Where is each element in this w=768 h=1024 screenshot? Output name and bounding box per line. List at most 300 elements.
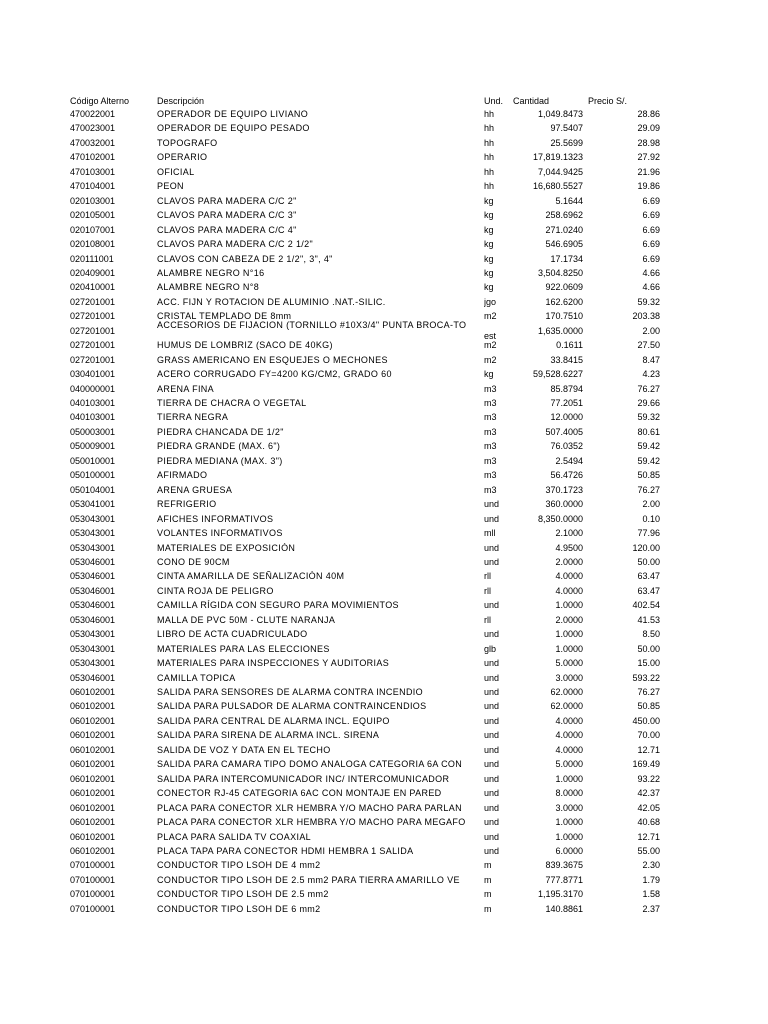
row-unit: m (484, 889, 492, 900)
row-quantity: 5.0000 (555, 759, 583, 770)
row-description: PLACA TAPA PARA CONECTOR HDMI HEMBRA 1 SALIDA (157, 845, 414, 856)
row-code: 027201001 (70, 311, 116, 322)
row-code: 060102001 (70, 759, 116, 770)
header-code: Código Alterno (70, 96, 130, 106)
row-price: 402.54 (632, 600, 660, 611)
row-unit: hh (484, 123, 495, 134)
row-code: 040000001 (70, 383, 116, 394)
row-price: 28.86 (637, 109, 660, 119)
row-price: 593.22 (632, 672, 660, 683)
row-quantity: 1.0000 (555, 773, 583, 784)
row-price: 0.10 (642, 513, 660, 524)
row-code: 053046001 (70, 600, 116, 611)
row-code: 470104001 (70, 181, 116, 192)
table-row (0, 456, 768, 470)
row-price: 12.71 (637, 744, 660, 755)
table-row (0, 152, 768, 166)
row-description: SALIDA PARA CAMARA TIPO DOMO ANALOGA CATEGORIA 6A CON (157, 759, 463, 770)
row-description: TIERRA NEGRA (157, 412, 229, 423)
row-quantity: 33.8415 (550, 354, 583, 365)
row-code: 020105001 (70, 210, 116, 221)
row-unit: und (484, 701, 500, 712)
row-price: 76.27 (637, 687, 660, 697)
row-code: 060102001 (70, 845, 116, 856)
row-code: 027201001 (70, 325, 116, 336)
row-description: VOLANTES INFORMATIVOS (157, 528, 283, 539)
table-row (0, 860, 768, 874)
table-row (0, 123, 768, 137)
row-description: MATERIALES PARA LAS ELECCIONES (157, 643, 330, 654)
table-row (0, 586, 768, 600)
row-code: 027201001 (70, 354, 116, 365)
row-quantity: 360.0000 (545, 499, 583, 510)
row-unit: kg (484, 267, 494, 278)
row-unit: und (484, 629, 500, 640)
row-description: PIEDRA MEDIANA (MAX. 3") (157, 455, 283, 466)
row-unit: m (484, 903, 492, 914)
row-description: CLAVOS PARA MADERA C/C 2 1/2" (157, 239, 314, 250)
row-quantity: 1.0000 (555, 831, 583, 842)
row-price: 2.00 (642, 325, 660, 336)
row-price: 59.32 (637, 412, 660, 423)
row-price: 4.66 (642, 267, 660, 278)
row-unit: und (484, 658, 500, 669)
row-quantity: 4.0000 (555, 571, 583, 582)
row-price: 2.00 (642, 499, 660, 510)
row-quantity: 4.0000 (555, 744, 583, 755)
row-unit: und (484, 715, 500, 726)
row-unit: m3 (484, 412, 497, 423)
row-unit: kg (484, 369, 494, 380)
row-description: CLAVOS PARA MADERA C/C 4" (157, 224, 297, 235)
row-quantity: 170.7510 (545, 311, 583, 322)
row-description: OPERARIO (157, 152, 208, 163)
row-code: 070100001 (70, 889, 116, 900)
row-description: PIEDRA CHANCADA DE 1/2" (157, 426, 284, 437)
row-price: 50.00 (637, 643, 660, 654)
row-unit: m3 (484, 441, 497, 452)
row-unit: hh (484, 181, 495, 192)
row-quantity: 922.0609 (545, 282, 583, 293)
row-quantity: 162.6200 (545, 296, 583, 307)
table-row (0, 730, 768, 744)
table-row (0, 210, 768, 224)
row-quantity: 1.0000 (555, 629, 583, 640)
row-quantity: 546.6905 (545, 239, 583, 250)
row-price: 76.27 (637, 383, 660, 394)
row-description: LIBRO DE ACTA CUADRICULADO (157, 629, 308, 640)
row-quantity: 17.1734 (550, 253, 583, 264)
row-code: 060102001 (70, 802, 116, 813)
row-unit: und (484, 672, 500, 683)
row-unit: m3 (484, 398, 497, 408)
row-description: TOPOGRAFO (157, 137, 218, 148)
row-description: OPERADOR DE EQUIPO PESADO (157, 123, 310, 134)
row-description: CINTA AMARILLA DE SEÑALIZACIÓN 40M (157, 571, 345, 582)
table-row (0, 600, 768, 614)
table-row (0, 109, 768, 123)
row-description: OPERADOR DE EQUIPO LIVIANO (157, 109, 309, 119)
row-price: 21.96 (637, 166, 660, 177)
row-unit: kg (484, 224, 494, 235)
row-price: 12.71 (637, 831, 660, 842)
table-row (0, 254, 768, 268)
header-quantity: Cantidad (513, 96, 550, 106)
row-description: ACCESORIOS DE FIJACION (TORNILLO #10X3/4" PUNTA BROCA-TO (157, 319, 467, 330)
row-quantity: 4.9500 (555, 542, 583, 553)
table-row (0, 543, 768, 557)
table-row (0, 268, 768, 282)
row-price: 2.37 (642, 903, 660, 914)
table-row (0, 644, 768, 658)
row-price: 76.27 (637, 484, 660, 495)
row-description: PIEDRA GRANDE (MAX. 6") (157, 441, 281, 452)
table-row (0, 427, 768, 441)
row-quantity: 1,049.8473 (537, 109, 583, 119)
row-price: 55.00 (637, 845, 660, 856)
row-code: 053043001 (70, 658, 116, 669)
row-quantity: 7,044.9425 (537, 166, 583, 177)
row-unit: kg (484, 195, 494, 206)
row-price: 63.47 (637, 571, 660, 582)
row-description: CLAVOS CON CABEZA DE 2 1/2", 3", 4" (157, 253, 333, 264)
row-quantity: 56.4726 (550, 470, 583, 481)
row-quantity: 5.1644 (555, 195, 583, 206)
row-unit: und (484, 499, 500, 510)
row-quantity: 3.0000 (555, 672, 583, 683)
row-price: 41.53 (637, 614, 660, 625)
table-row (0, 196, 768, 210)
row-unit: m2 (484, 311, 497, 322)
row-price: 50.00 (637, 556, 660, 567)
row-price: 15.00 (637, 658, 660, 669)
row-unit: hh (484, 137, 495, 148)
row-unit: und (484, 845, 500, 856)
row-quantity: 8.0000 (555, 788, 583, 799)
row-quantity: 3,504.8250 (537, 267, 583, 278)
table-row (0, 904, 768, 918)
table-row (0, 658, 768, 672)
table-row (0, 398, 768, 412)
row-code: 020409001 (70, 267, 116, 278)
row-unit: m3 (484, 470, 497, 481)
row-unit: und (484, 600, 500, 611)
row-unit: hh (484, 152, 495, 163)
row-unit: und (484, 831, 500, 842)
row-price: 120.00 (632, 542, 660, 553)
table-row (0, 297, 768, 311)
row-description: OFICIAL (157, 166, 195, 177)
header-description: Descripción (157, 96, 205, 106)
row-code: 020410001 (70, 282, 116, 293)
row-description: ALAMBRE NEGRO N°8 (157, 282, 260, 293)
row-unit: und (484, 788, 500, 799)
row-unit: est (484, 330, 497, 341)
header-unit: Und. (484, 96, 504, 106)
row-description: CONECTOR RJ-45 CATEGORIA 6AC CON MONTAJE EN PARED (157, 788, 442, 799)
row-description: PLACA PARA CONECTOR XLR HEMBRA Y/O MACHO PARA MEGAFO (157, 817, 466, 828)
row-description: CONO DE 90CM (157, 556, 230, 567)
row-price: 29.09 (637, 123, 660, 134)
table-row (0, 181, 768, 195)
row-unit: rll (484, 614, 491, 625)
table-row (0, 167, 768, 181)
row-unit: und (484, 687, 500, 697)
row-code: 020107001 (70, 224, 116, 235)
row-quantity: 4.0000 (555, 730, 583, 741)
table-row (0, 369, 768, 383)
row-code: 470032001 (70, 137, 116, 148)
row-quantity: 17,819.1323 (532, 152, 583, 163)
row-unit: m (484, 874, 492, 885)
row-code: 060102001 (70, 744, 116, 755)
row-description: CONDUCTOR TIPO LSOH DE 2.5 mm2 (157, 889, 329, 900)
table-row (0, 817, 768, 831)
row-description: PEON (157, 181, 184, 192)
row-description: CONDUCTOR TIPO LSOH DE 6 mm2 (157, 903, 321, 914)
row-price: 8.50 (642, 629, 660, 640)
row-price: 169.49 (632, 759, 660, 770)
row-quantity: 2.0000 (555, 614, 583, 625)
row-quantity: 59,528.6227 (532, 369, 583, 380)
row-description: SALIDA PARA CENTRAL DE ALARMA INCL. EQUIPO (157, 715, 390, 726)
row-price: 27.92 (637, 152, 660, 163)
row-code: 050009001 (70, 441, 116, 452)
row-description: ARENA GRUESA (157, 484, 233, 495)
row-price: 203.38 (632, 311, 660, 322)
row-quantity: 1.0000 (555, 600, 583, 611)
row-code: 060102001 (70, 730, 116, 741)
row-quantity: 16,680.5527 (532, 181, 583, 192)
table-row (0, 557, 768, 571)
row-code: 060102001 (70, 687, 116, 697)
row-code: 053043001 (70, 629, 116, 640)
table-row (0, 701, 768, 715)
row-code: 060102001 (70, 701, 116, 712)
row-description: ARENA FINA (157, 383, 215, 394)
row-description: CONDUCTOR TIPO LSOH DE 2.5 mm2 PARA TIERRA AMARILLO VE (157, 874, 460, 885)
row-unit: und (484, 744, 500, 755)
row-code: 060102001 (70, 817, 116, 828)
table-row (0, 745, 768, 759)
row-code: 470102001 (70, 152, 116, 163)
table-row (0, 759, 768, 773)
table-row (0, 687, 768, 701)
row-unit: und (484, 556, 500, 567)
row-description: PLACA PARA CONECTOR XLR HEMBRA Y/O MACHO PARA PARLAN (157, 802, 462, 813)
row-description: MATERIALES DE EXPOSICIÓN (157, 542, 296, 553)
row-description: HUMUS DE LOMBRIZ (SACO DE 40KG) (157, 340, 333, 351)
table-row (0, 412, 768, 426)
row-price: 6.69 (642, 253, 660, 264)
row-price: 6.69 (642, 195, 660, 206)
row-unit: mll (484, 528, 496, 539)
row-code: 050003001 (70, 426, 116, 437)
row-description: SALIDA PARA INTERCOMUNICADOR INC/ INTERCOMUNICADOR (157, 773, 450, 784)
row-unit: und (484, 817, 500, 828)
row-description: CINTA ROJA DE PELIGRO (157, 585, 274, 596)
row-code: 020103001 (70, 195, 116, 206)
row-quantity: 12.0000 (550, 412, 583, 423)
row-quantity: 1.0000 (555, 643, 583, 654)
row-quantity: 2.0000 (555, 556, 583, 567)
row-quantity: 2.1000 (555, 528, 583, 539)
row-quantity: 271.0240 (545, 224, 583, 235)
row-price: 80.61 (637, 426, 660, 437)
row-price: 450.00 (632, 715, 660, 726)
table-row (0, 571, 768, 585)
row-description: MATERIALES PARA INSPECCIONES Y AUDITORIAS (157, 658, 390, 669)
table-row (0, 875, 768, 889)
row-code: 053046001 (70, 585, 116, 596)
row-quantity: 0.1611 (556, 340, 583, 351)
row-unit: rll (484, 585, 491, 596)
row-quantity: 1,195.3170 (537, 889, 583, 900)
row-code: 050100001 (70, 470, 116, 481)
row-code: 040103001 (70, 412, 116, 423)
row-description: AFIRMADO (157, 470, 208, 481)
table-row (0, 355, 768, 369)
row-code: 070100001 (70, 903, 116, 914)
row-unit: und (484, 730, 500, 741)
row-description: CLAVOS PARA MADERA C/C 2" (157, 195, 297, 206)
table-row (0, 138, 768, 152)
row-quantity: 4.0000 (555, 585, 583, 596)
row-unit: kg (484, 282, 494, 293)
row-code: 070100001 (70, 860, 116, 871)
row-code: 060102001 (70, 715, 116, 726)
row-description: CRISTAL TEMPLADO DE 8mm (157, 311, 292, 322)
row-price: 8.47 (642, 354, 660, 365)
row-price: 59.32 (637, 296, 660, 307)
row-unit: hh (484, 166, 495, 177)
row-price: 63.47 (637, 585, 660, 596)
row-price: 42.05 (637, 802, 660, 813)
row-code: 053046001 (70, 614, 116, 625)
row-quantity: 76.0352 (550, 441, 583, 452)
row-quantity: 8,350.0000 (537, 513, 583, 524)
row-quantity: 25.5699 (550, 137, 583, 148)
row-price: 2.30 (642, 860, 660, 871)
row-price: 27.50 (637, 340, 660, 351)
row-price: 40.68 (637, 817, 660, 828)
row-price: 1.79 (642, 874, 660, 885)
row-code: 030401001 (70, 369, 116, 380)
row-price: 59.42 (637, 455, 660, 466)
row-quantity: 140.8861 (545, 903, 583, 914)
row-price: 4.23 (642, 369, 660, 380)
table-row (0, 774, 768, 788)
table-row (0, 384, 768, 398)
row-unit: m3 (484, 383, 497, 394)
row-code: 470023001 (70, 123, 116, 134)
row-description: SALIDA PARA SENSORES DE ALARMA CONTRA INCENDIO (157, 687, 424, 697)
row-quantity: 97.5407 (550, 123, 583, 134)
row-code: 053043001 (70, 542, 116, 553)
table-row (0, 441, 768, 455)
header-price: Precio S/. (588, 96, 628, 106)
row-price: 50.85 (637, 470, 660, 481)
row-description: ACERO CORRUGADO FY=4200 KG/CM2, GRADO 60 (157, 369, 392, 380)
row-code: 070100001 (70, 874, 116, 885)
table-row (0, 470, 768, 484)
row-description: AFICHES INFORMATIVOS (157, 513, 274, 524)
row-description: SALIDA DE VOZ Y DATA EN EL TECHO (157, 744, 331, 755)
row-code: 060102001 (70, 831, 116, 842)
row-description: REFRIGERIO (157, 499, 217, 510)
row-quantity: 4.0000 (555, 715, 583, 726)
row-description: CAMILLA TOPICA (157, 672, 236, 683)
row-description: MALLA DE PVC 50M - CLUTE NARANJA (157, 614, 336, 625)
row-code: 470022001 (70, 109, 116, 119)
row-price: 42.37 (637, 788, 660, 799)
row-code: 053046001 (70, 672, 116, 683)
table-row (0, 615, 768, 629)
row-unit: jgo (484, 296, 497, 307)
row-unit: m3 (484, 455, 497, 466)
row-code: 060102001 (70, 773, 116, 784)
row-code: 053046001 (70, 556, 116, 567)
row-unit: m2 (484, 340, 497, 351)
table-row (0, 528, 768, 542)
row-description: SALIDA PARA PULSADOR DE ALARMA CONTRAINCENDIOS (157, 701, 427, 712)
table-row (0, 239, 768, 253)
row-quantity: 6.0000 (555, 845, 583, 856)
row-quantity: 1.0000 (555, 817, 583, 828)
row-unit: und (484, 802, 500, 813)
row-description: SALIDA PARA SIRENA DE ALARMA INCL. SIRENA (157, 730, 380, 741)
row-quantity: 3.0000 (555, 802, 583, 813)
row-price: 70.00 (637, 730, 660, 741)
row-price: 6.69 (642, 224, 660, 235)
table-row (0, 319, 768, 341)
row-description: GRASS AMERICANO EN ESQUEJES O MECHONES (157, 354, 388, 365)
table-row (0, 629, 768, 643)
row-unit: und (484, 773, 500, 784)
row-quantity: 85.8794 (550, 383, 583, 394)
table-row (0, 716, 768, 730)
row-code: 470103001 (70, 166, 116, 177)
row-quantity: 777.8771 (545, 874, 583, 885)
row-description: PLACA PARA SALIDA TV COAXIAL (157, 831, 312, 842)
row-unit: und (484, 542, 500, 553)
row-quantity: 507.4005 (545, 426, 583, 437)
row-quantity: 62.0000 (550, 687, 583, 697)
row-code: 020111001 (70, 253, 114, 264)
table-row (0, 788, 768, 802)
row-unit: m (484, 860, 492, 871)
row-unit: kg (484, 239, 494, 250)
row-description: CLAVOS PARA MADERA C/C 3" (157, 210, 297, 221)
row-unit: m3 (484, 426, 497, 437)
row-code: 050010001 (70, 455, 116, 466)
row-price: 1.58 (642, 889, 660, 900)
row-price: 59.42 (637, 441, 660, 452)
row-description: ALAMBRE NEGRO N°16 (157, 267, 265, 278)
row-code: 053043001 (70, 643, 116, 654)
table-row (0, 889, 768, 903)
row-code: 053046001 (70, 571, 116, 582)
table-row (0, 846, 768, 860)
row-code: 053041001 (70, 499, 116, 510)
table-row (0, 225, 768, 239)
row-description: CAMILLA RÍGIDA CON SEGURO PARA MOVIMIENTOS (157, 600, 399, 611)
table-row (0, 673, 768, 687)
row-description: ACC. FIJN Y ROTACION DE ALUMINIO .NAT.-SILIC. (157, 296, 386, 307)
row-price: 4.66 (642, 282, 660, 293)
row-quantity: 62.0000 (550, 701, 583, 712)
row-code: 020108001 (70, 239, 116, 250)
